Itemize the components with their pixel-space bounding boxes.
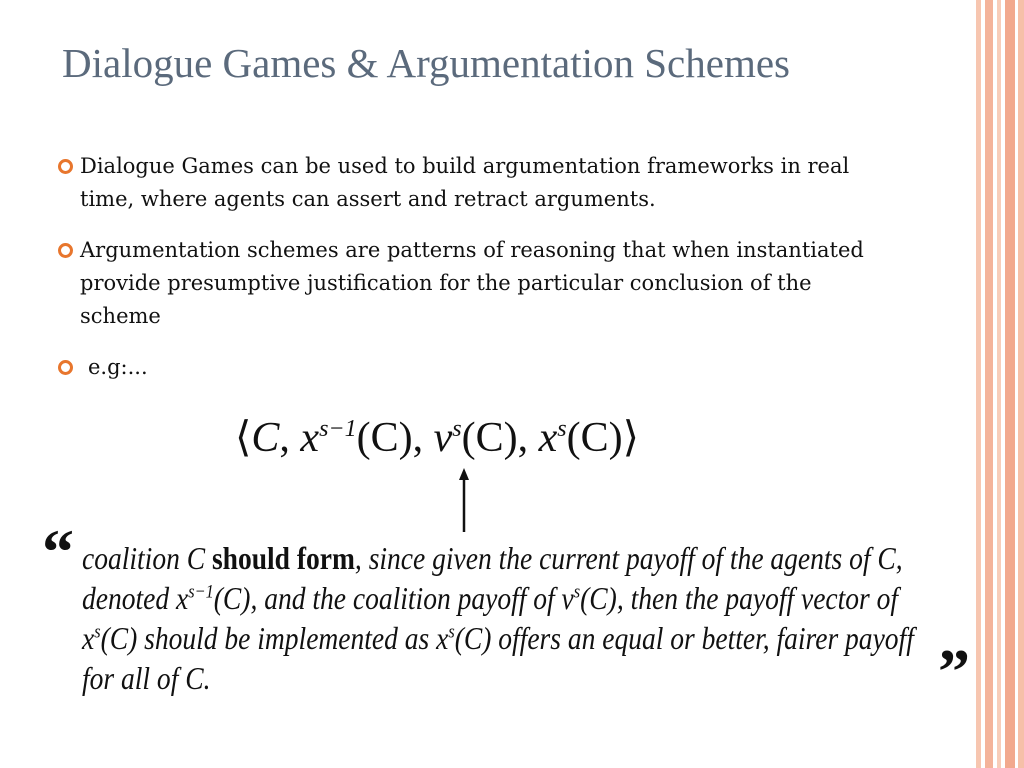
close-quote-mark: ” [938,636,970,707]
bullet-ring-icon [58,159,73,174]
up-arrow-icon [456,468,472,532]
formula-argument: (C) [566,415,623,461]
quote-superscript: s [94,621,101,643]
formula-open-bracket: ⟨ [235,415,252,461]
bullet-list [58,150,878,402]
bullet-text: e.g:... [88,355,148,379]
quote-superscript: s−1 [188,581,214,603]
bullet-ring-icon [58,360,73,375]
open-quote-mark: “ [42,516,74,587]
formula-argument: (C), [461,415,539,461]
quote-text-part: coalition C [82,540,212,576]
formula-comma: , [279,415,301,461]
stripe [997,0,1001,768]
formula-argument: (C), [356,415,434,461]
quote-superscript: s [448,621,455,643]
formula-c: C [251,415,280,461]
formula-superscript: s [452,416,462,442]
quote-superscript: s [573,581,581,603]
bullet-text: Dialogue Games can be used to build argumentation frameworks in real time, where agents can assert and retract arguments. [80,154,850,211]
formula-close-bracket: ⟩ [622,415,639,461]
formula-x: x [300,415,320,461]
bullet-item [58,351,878,384]
quote-text-part: (C) should be implemented as x [100,620,449,656]
scheme-formula [235,412,639,462]
bullet-item [58,150,878,216]
quote-text-part: (C), then the payoff vector of x [82,580,899,656]
formula-superscript: s−1 [319,416,357,442]
bullet-item [58,234,878,333]
stripe [1018,0,1024,768]
slide-title: Dialogue Games & Argumentation Schemes [62,40,790,86]
stripe [985,0,993,768]
quote-bold-text: should form [211,540,355,576]
quote-text-part: (C) offers an equal or better, fairer payoff for all of C. [82,620,914,696]
stripe [976,0,981,768]
scheme-quote [82,538,951,698]
bullet-text: Argumentation schemes are patterns of reasoning that when instantiated provide presumptive justification for the particular conclusion of the scheme [80,238,864,328]
bullet-ring-icon [58,243,73,258]
quote-text-part: (C), and the coalition payoff of v [213,580,574,616]
formula-x: x [538,415,558,461]
decorative-stripes [976,0,1024,768]
formula-superscript: s [557,416,567,442]
quote-text-part: , since given the current payoff of the agents of C, denoted x [82,540,903,616]
stripe [1005,0,1015,768]
formula-v: v [433,415,453,461]
